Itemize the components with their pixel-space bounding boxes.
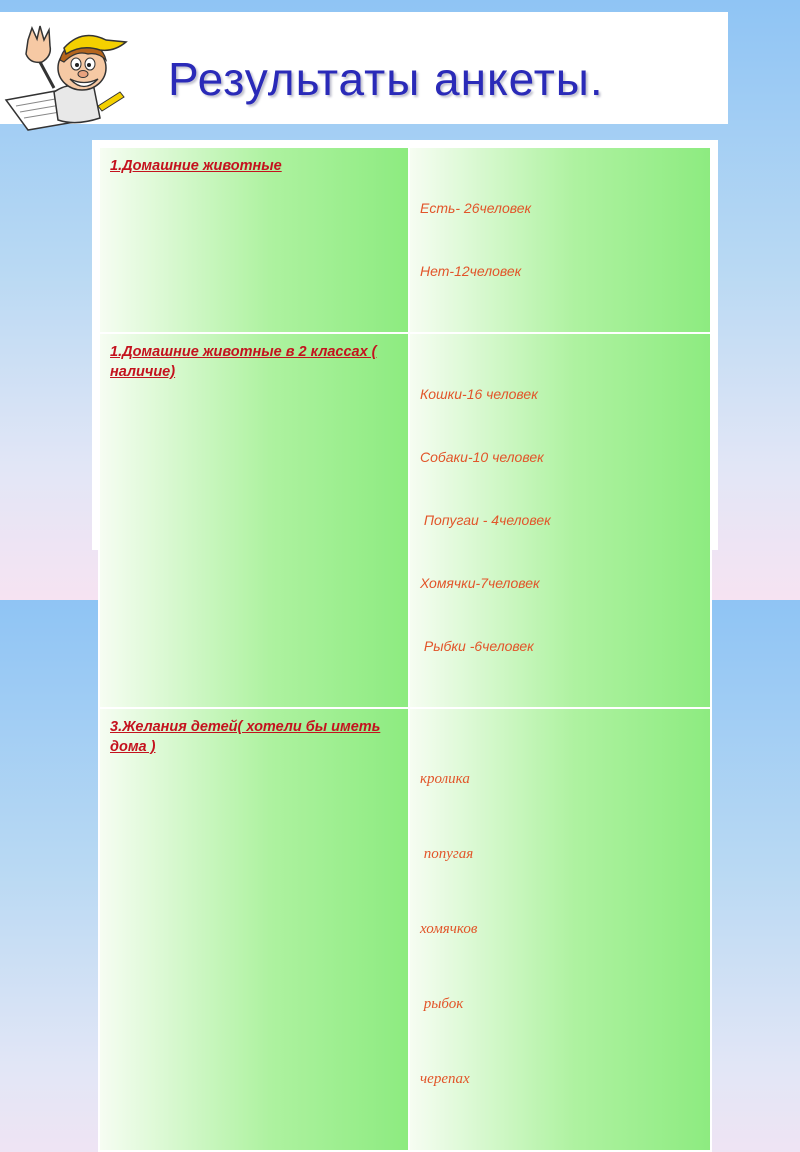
- answer-list: [420, 156, 700, 324]
- survey-results-table: [98, 146, 712, 1152]
- answer-cell: [409, 333, 711, 708]
- answer-line: Кошки-16 человек: [420, 386, 538, 402]
- answer-line: хомячков: [420, 921, 478, 937]
- question-text: 3.Желания детей( хотели бы иметь дома ): [110, 719, 381, 755]
- answer-line: Хомячки-7человек: [420, 575, 540, 591]
- table-row: [99, 147, 711, 333]
- answer-line: Собаки-10 человек: [420, 449, 544, 465]
- answer-line: попугая: [420, 846, 474, 862]
- answer-line: Нет-12человек: [420, 263, 522, 279]
- answer-line: черепах: [420, 1071, 470, 1087]
- question-text: 1.Домашние животные в 2 классах ( наличие): [110, 344, 377, 380]
- answer-line: Есть- 26человек: [420, 200, 532, 216]
- answer-line: рыбок: [420, 996, 464, 1012]
- slide-title: Результаты анкеты.: [168, 53, 604, 105]
- answer-cell: [409, 147, 711, 333]
- survey-table-frame: [92, 140, 718, 1087]
- question-text: 1.Домашние животные: [110, 158, 282, 174]
- cartoon-boy-waving-icon: [2, 22, 142, 132]
- title-band: [0, 12, 728, 124]
- answer-cell: [409, 708, 711, 1151]
- table-row: [99, 333, 711, 708]
- answer-line: Попугаи - 4человек: [420, 512, 551, 528]
- question-cell: [99, 147, 409, 333]
- answer-list: [420, 342, 700, 699]
- table-row: [99, 708, 711, 1151]
- answer-line: Рыбки -6человек: [420, 638, 534, 654]
- answer-line: кролика: [420, 771, 470, 787]
- question-cell: [99, 333, 409, 708]
- answer-list: [420, 717, 700, 1142]
- question-cell: [99, 708, 409, 1151]
